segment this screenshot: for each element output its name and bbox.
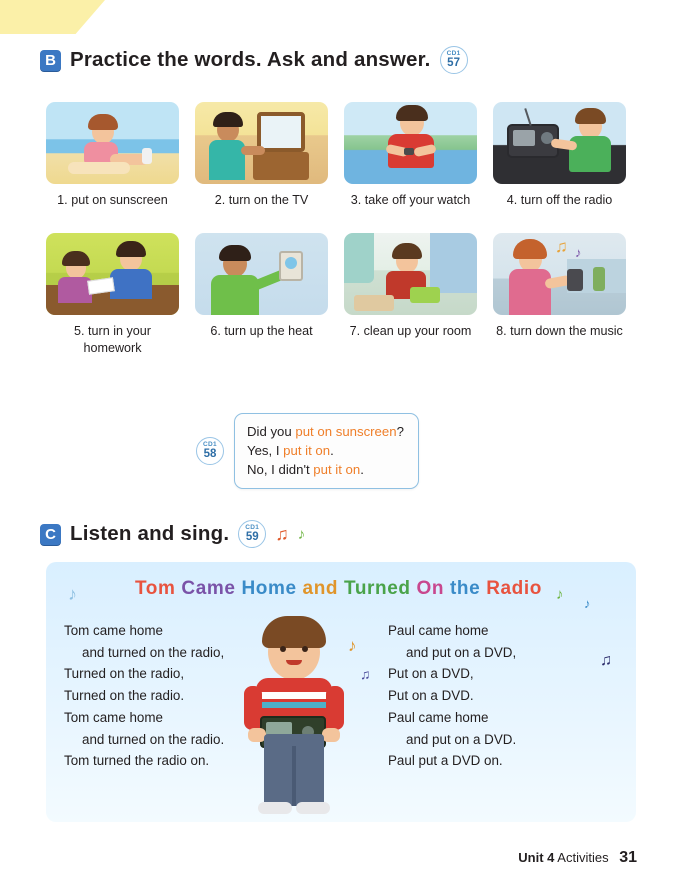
- cd-label: CD1: [203, 440, 217, 448]
- line2-suffix: .: [330, 443, 334, 459]
- vocabulary-item-5[interactable]: [46, 233, 179, 357]
- item-text: turn in your homework: [83, 324, 151, 355]
- vocabulary-picture-grid: [46, 102, 636, 357]
- illustration-boy-with-radio: [238, 616, 358, 826]
- cd-number: 57: [447, 57, 460, 69]
- lyric-line: Turned on the radio.: [64, 688, 185, 704]
- music-note-icon: ♫: [275, 523, 289, 544]
- footer-unit: Unit 4: [518, 850, 555, 865]
- illustration-clean-up-your-room: [344, 233, 477, 315]
- example-line-1: [247, 422, 404, 441]
- music-note-icon: ♫: [360, 666, 371, 682]
- lyric-line: and put on a DVD.: [406, 731, 517, 747]
- lyric-line: Put on a DVD,: [388, 666, 474, 682]
- example-line-3: [247, 460, 404, 479]
- cd-label: CD1: [245, 523, 260, 531]
- song-title-word: the: [449, 578, 481, 599]
- cd-number: 58: [203, 448, 217, 461]
- line2-prefix: Yes, I: [247, 443, 284, 459]
- song-title-word: Radio: [486, 578, 542, 599]
- lyric-line: Paul put a DVD on.: [388, 753, 503, 769]
- vocabulary-row-2: [46, 233, 636, 357]
- illustration-turn-off-the-radio: [493, 102, 626, 184]
- section-c-title: Listen and sing.: [70, 522, 230, 545]
- vocabulary-item-3[interactable]: [344, 102, 477, 209]
- music-note-icon: ♪: [68, 584, 77, 604]
- item-number: 4.: [506, 193, 518, 207]
- illustration-turn-down-the-music: ♫ ♪: [493, 233, 626, 315]
- example-text-box: [234, 413, 419, 489]
- line2-highlight: put it on: [283, 443, 331, 459]
- music-note-icon: ♪: [556, 586, 564, 603]
- vocabulary-row-1: [46, 102, 636, 209]
- cd-badge-59[interactable]: [238, 520, 266, 548]
- cd-label: CD1: [446, 49, 461, 57]
- page-number: 31: [619, 849, 637, 866]
- song-lyrics-right: [388, 620, 516, 772]
- lyric-line: Tom came home: [64, 623, 163, 638]
- line1-suffix: ?: [396, 424, 404, 439]
- example-line-2: [247, 441, 404, 460]
- vocabulary-item-7[interactable]: [344, 233, 477, 357]
- lyric-line: Turned on the radio,: [64, 666, 185, 682]
- item-text: turn up the heat: [224, 324, 313, 338]
- item-number: 8.: [496, 324, 507, 338]
- vocabulary-caption-3: [344, 192, 477, 209]
- item-number: 6.: [210, 324, 221, 338]
- line3-suffix: .: [360, 462, 364, 478]
- section-c-letter: C: [40, 524, 61, 545]
- vocabulary-caption-2: [195, 192, 328, 209]
- page-footer: [518, 849, 637, 867]
- section-b-letter: B: [40, 50, 61, 71]
- lyric-line: Put on a DVD.: [388, 688, 474, 704]
- vocabulary-item-2[interactable]: [195, 102, 328, 209]
- illustration-put-on-sunscreen: [46, 102, 179, 184]
- vocabulary-item-6[interactable]: [195, 233, 328, 357]
- music-note-icon: ♪: [297, 525, 306, 543]
- vocabulary-caption-4: [493, 192, 626, 209]
- music-note-icon: ♫: [600, 652, 612, 669]
- illustration-turn-in-your-homework: [46, 233, 179, 315]
- section-b-header: [40, 46, 468, 74]
- item-number: 7.: [349, 324, 361, 338]
- lyric-line: and put on a DVD,: [406, 644, 517, 660]
- music-note-icon: ♪: [584, 596, 591, 611]
- item-text: turn off the radio: [520, 193, 613, 207]
- song-title-word: Tom: [135, 578, 176, 599]
- vocabulary-caption-6: [195, 323, 328, 340]
- item-text: put on sunscreen: [71, 193, 168, 207]
- lyric-line: Tom turned the radio on.: [64, 753, 210, 769]
- cd-number: 59: [245, 531, 259, 543]
- song-title: [0, 578, 677, 600]
- cd-badge-58[interactable]: [196, 437, 224, 465]
- song-lyrics-left: [64, 620, 224, 772]
- vocabulary-caption-8: [493, 323, 626, 340]
- item-number: 1.: [57, 193, 68, 207]
- vocabulary-caption-5: [46, 323, 179, 357]
- lyric-line: Paul came home: [388, 623, 489, 638]
- item-text: turn down the music: [510, 324, 623, 338]
- line3-highlight: put it on: [313, 462, 361, 478]
- lyric-line: Tom came home: [64, 709, 163, 725]
- footer-section: Activities: [557, 850, 609, 865]
- song-title-word: and: [302, 578, 339, 599]
- item-text: take off your watch: [364, 193, 471, 207]
- line1-highlight: put on sunscreen: [295, 424, 397, 439]
- item-number: 2.: [214, 193, 226, 207]
- vocabulary-item-8[interactable]: [493, 233, 626, 357]
- vocabulary-item-4[interactable]: [493, 102, 626, 209]
- illustration-turn-up-the-heat: [195, 233, 328, 315]
- song-title-word: Came: [181, 578, 236, 599]
- item-number: 5.: [73, 324, 85, 338]
- item-text: turn on the TV: [228, 193, 309, 207]
- section-b-title: Practice the words. Ask and answer.: [70, 48, 431, 71]
- page-corner-decoration: [0, 0, 105, 34]
- line3-prefix: No, I didn't: [247, 462, 314, 478]
- song-title-word: Home: [241, 578, 297, 599]
- example-dialog: [196, 413, 419, 489]
- music-note-icon: ♪: [348, 636, 357, 655]
- cd-badge-57[interactable]: [440, 46, 468, 74]
- song-title-word: On: [416, 578, 445, 599]
- vocabulary-caption-7: [344, 323, 477, 340]
- vocabulary-item-1[interactable]: [46, 102, 179, 209]
- lyric-line: and turned on the radio.: [82, 731, 225, 747]
- item-number: 3.: [350, 193, 362, 207]
- lyric-line: and turned on the radio,: [82, 644, 225, 660]
- lyric-line: Paul came home: [388, 709, 489, 725]
- song-title-word: Turned: [344, 578, 411, 599]
- item-text: clean up your room: [363, 324, 472, 338]
- section-c-header: [40, 520, 305, 548]
- illustration-turn-on-the-tv: [195, 102, 328, 184]
- vocabulary-caption-1: [46, 192, 179, 209]
- illustration-take-off-your-watch: [344, 102, 477, 184]
- line1-prefix: Did you: [247, 424, 296, 439]
